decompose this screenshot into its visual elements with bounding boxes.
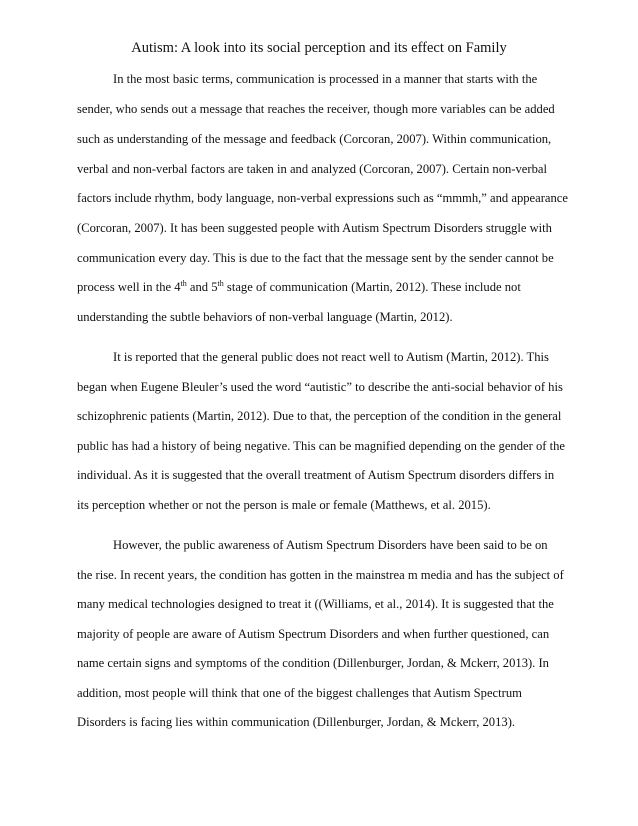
superscript-5th: th [217,278,224,288]
line-8-text-c: stage of communication (Martin, 2012). These include not [223,280,521,294]
paragraph-1-line-2: sender, who sends out a message that reaches the receiver, though more variables can be added [77,102,555,116]
paragraph-1-line-8 [77,279,521,295]
document-title: Autism: A look into its social perception and its effect on Family [131,40,507,56]
line-8-text-b: and 5 [186,280,218,294]
paragraph-1-line-4: verbal and non-verbal factors are taken in and analyzed (Corcoran, 2007). Certain non-verbal [77,162,547,176]
paragraph-1-line-9: understanding the subtle behaviors of non-verbal language (Martin, 2012). [77,310,453,324]
paragraph-3-line-7: Disorders is facing lies within communication (Dillenburger, Jordan, & Mckerr, 2013). [77,715,516,729]
paragraph-2-line-6: its perception whether or not the person is male or female (Matthews, et al. 2015). [77,498,491,512]
paragraph-1-line-3: such as understanding of the message and feedback (Corcoran, 2007). Within communication, [77,132,552,146]
paragraph-2-line-3: schizophrenic patients (Martin, 2012). Due to that, the perception of the condition in the general [77,409,562,423]
superscript-4th: th [180,278,187,288]
paragraph-2-line-4: public has had a history of being negative. This can be magnified depending on the gender of the [77,439,565,453]
paragraph-3-line-6: addition, most people will think that one of the biggest challenges that Autism Spectrum [77,686,522,700]
paragraph-2-line-2: began when Eugene Bleuler’s used the word “autistic” to describe the anti-social behavior of his [77,380,563,394]
paragraph-2-line-5: individual. As it is suggested that the overall treatment of Autism Spectrum disorders differs in [77,468,555,482]
paragraph-2-line-1: It is reported that the general public does not react well to Autism (Martin, 2012). This [113,350,549,364]
paragraph-3-line-1: However, the public awareness of Autism Spectrum Disorders have been said to be on [113,538,548,552]
line-8-text-a: process well in the 4 [77,280,181,294]
paragraph-3-line-3: many medical technologies designed to treat it ((Williams, et al., 2014). It is suggested that the [77,597,554,611]
paragraph-1-line-7: communication every day. This is due to the fact that the message sent by the sender cannot be [77,251,554,265]
paragraph-1-line-5: factors include rhythm, body language, non-verbal expressions such as “mmmh,” and appearance [77,191,568,205]
paragraph-1-line-1: In the most basic terms, communication is processed in a manner that starts with the [113,72,538,86]
paragraph-1-line-6: (Corcoran, 2007). It has been suggested people with Autism Spectrum Disorders struggle with [77,221,552,235]
paragraph-3-line-5: name certain signs and symptoms of the condition (Dillenburger, Jordan, & Mckerr, 2013). In [77,656,549,670]
paragraph-3-line-4: majority of people are aware of Autism Spectrum Disorders and when further questioned, can [77,627,550,641]
paragraph-3-line-2: the rise. In recent years, the condition has gotten in the mainstrea m media and has the subject of [77,568,564,582]
